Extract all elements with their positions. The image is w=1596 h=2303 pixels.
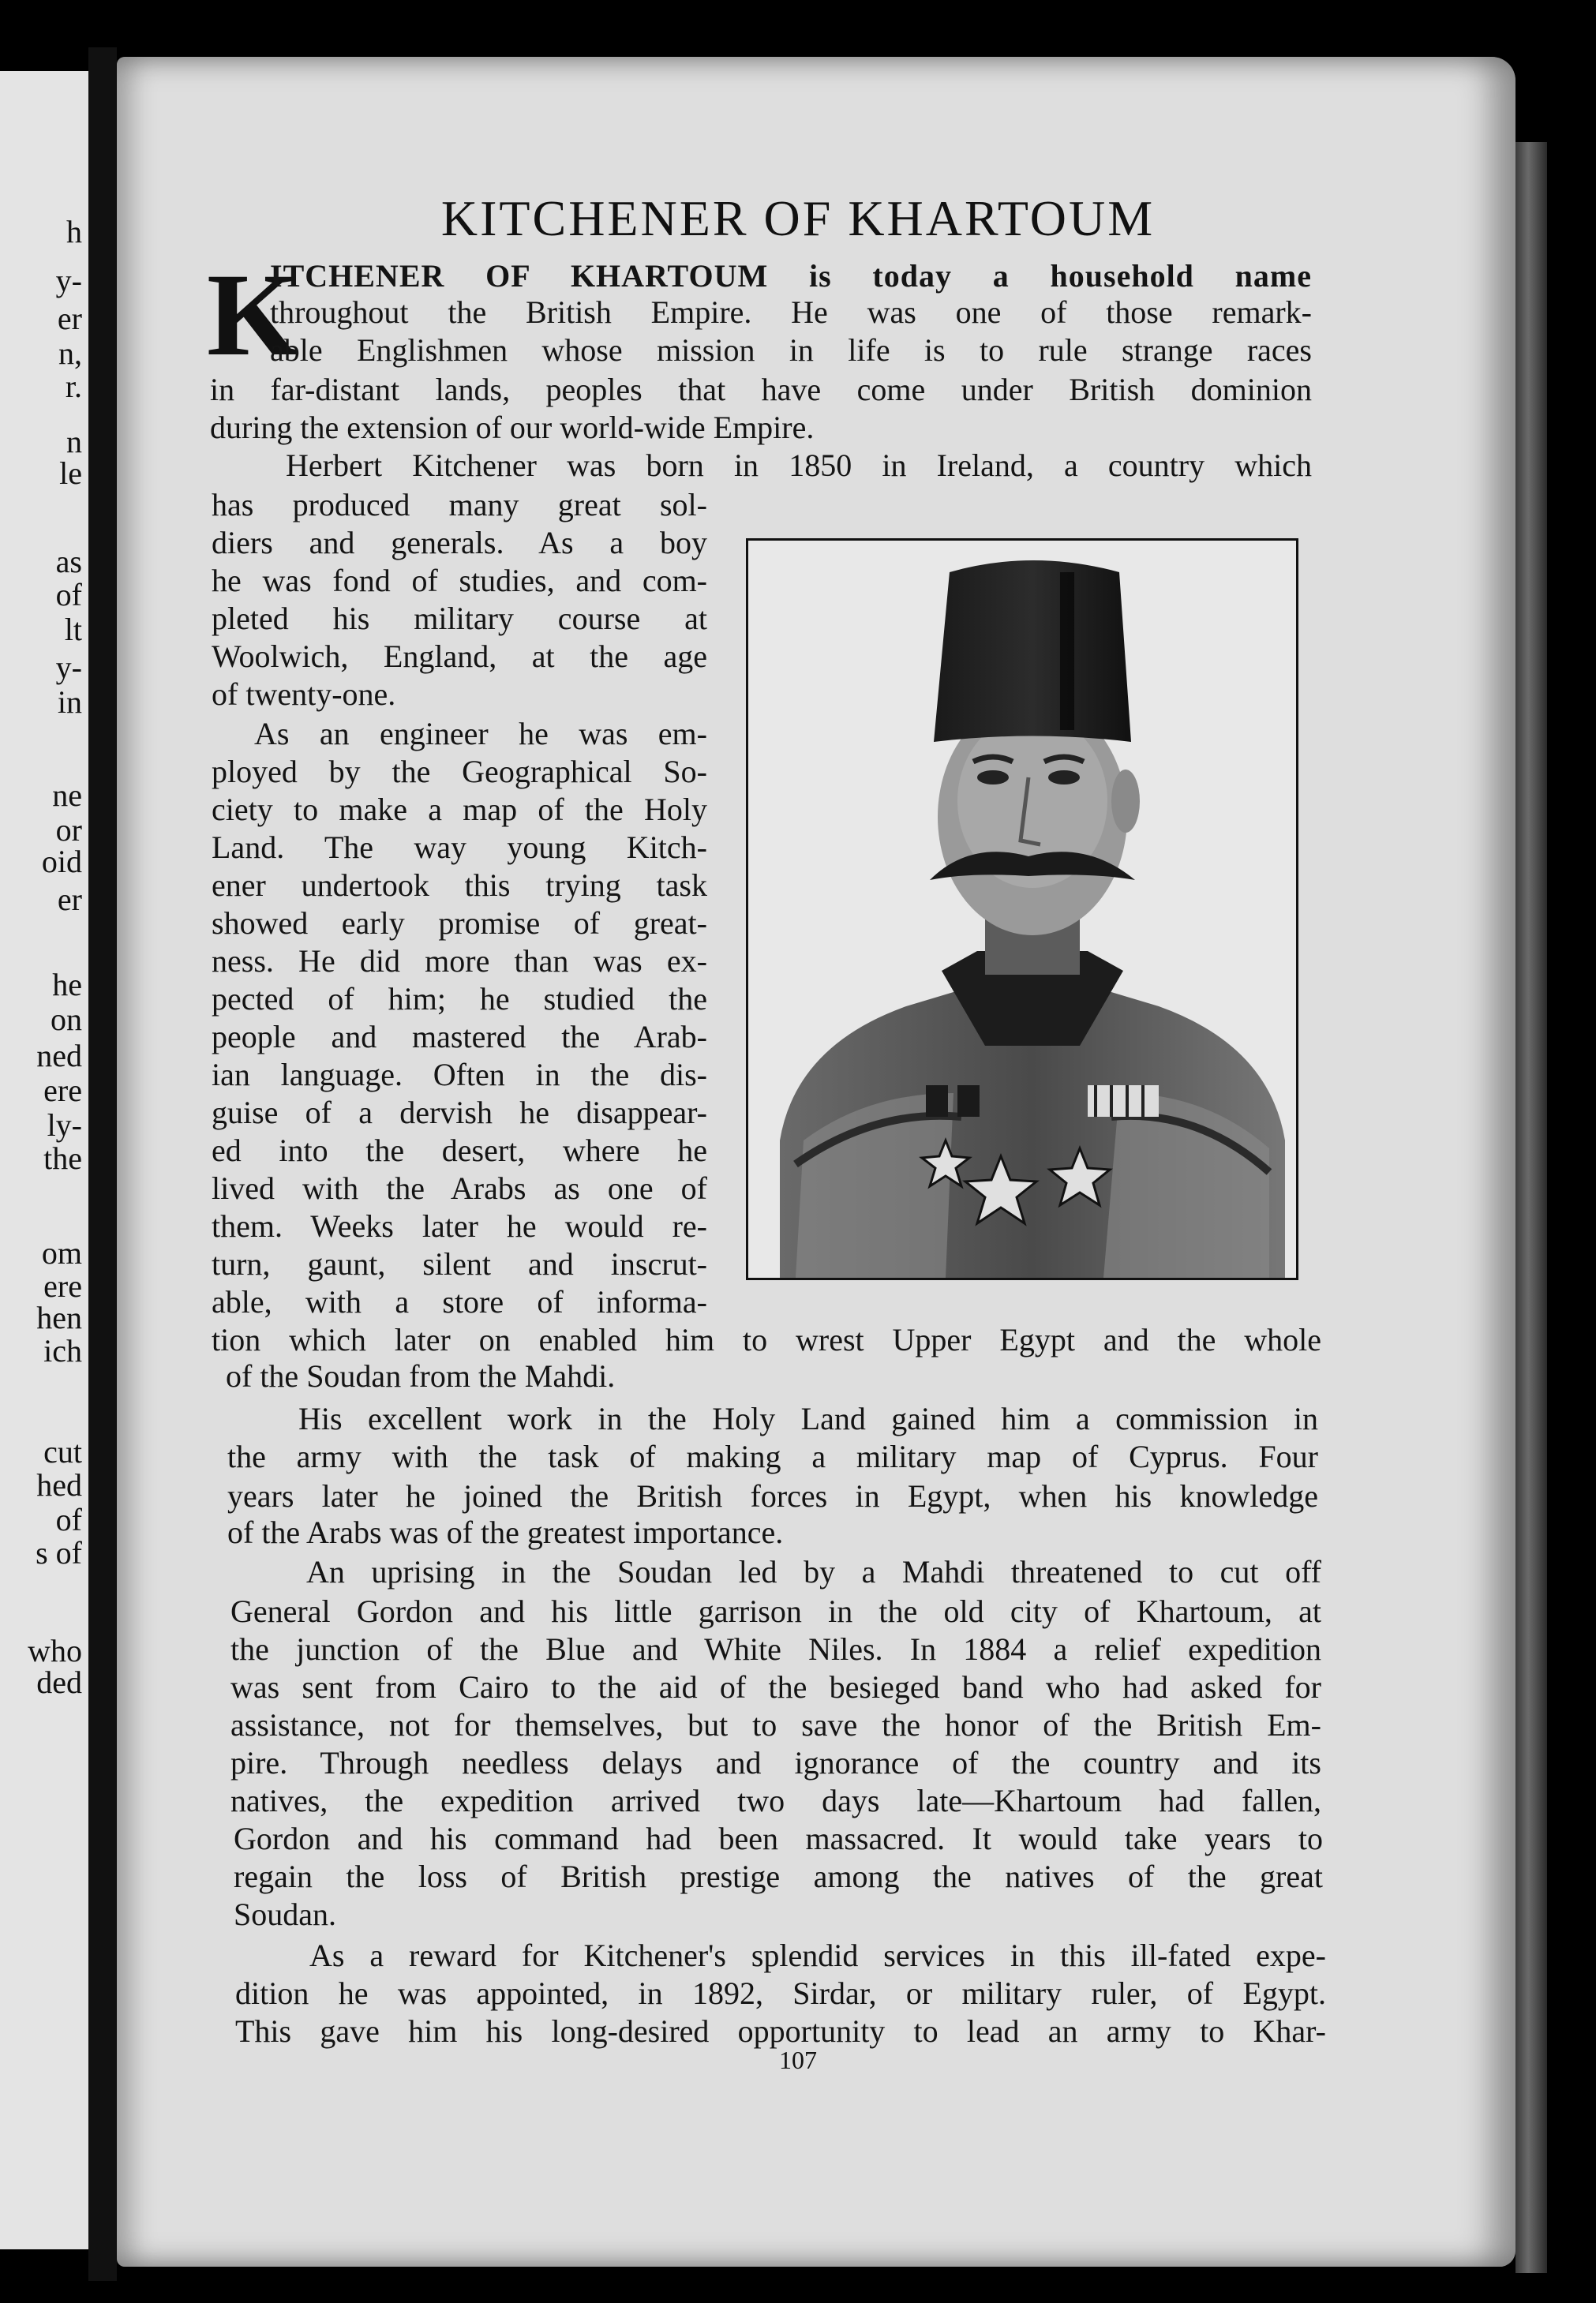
text-line: Soudan. xyxy=(234,1897,336,1932)
text-line: of twenty-one. xyxy=(212,676,396,712)
text-line: As a reward for Kitchener's splendid services in this ill-fated expe- xyxy=(309,1940,1326,1973)
text-line: pected of him; he studied the xyxy=(212,983,707,1017)
text-line: of the Soudan from the Mahdi. xyxy=(226,1358,616,1394)
text-line: This gave him his long-desired opportunity to lead an army to Khar- xyxy=(235,2016,1326,2049)
facing-page-fragment: ich xyxy=(43,1333,82,1369)
facing-page-fragment: ded xyxy=(36,1665,82,1700)
facing-page-fragment: as xyxy=(55,544,82,579)
text-line: As an engineer he was em- xyxy=(254,718,707,751)
text-line: years later he joined the British forces in Egypt, when his knowledge xyxy=(227,1481,1318,1514)
page-number: 107 xyxy=(779,2046,817,2074)
facing-page-fragment: y- xyxy=(55,263,82,298)
facing-page-fragment: er xyxy=(57,882,82,917)
text-line: turn, gaunt, silent and inscrut- xyxy=(212,1249,707,1282)
facing-page-fragment: y- xyxy=(55,650,82,685)
facing-page-fragment: oid xyxy=(41,844,82,879)
text-line: Herbert Kitchener was born in 1850 in Ireland, a country which xyxy=(286,450,1312,483)
facing-page-fragment: hen xyxy=(36,1300,82,1335)
facing-page-fragment: on xyxy=(51,1002,82,1037)
facing-page-fragment: ly- xyxy=(47,1107,82,1143)
text-line: the junction of the Blue and White Niles. In 1884 a relief expedition xyxy=(230,1634,1321,1667)
text-line: Land. The way young Kitch- xyxy=(212,832,707,865)
text-line: ed into the desert, where he xyxy=(212,1135,707,1168)
text-line: pleted his military course at xyxy=(212,603,707,636)
text-line: guise of a dervish he disappear- xyxy=(212,1097,707,1130)
facing-page-fragment: or xyxy=(55,812,82,848)
facing-page-fragment: of xyxy=(55,1502,82,1537)
text-line: people and mastered the Arab- xyxy=(212,1021,707,1054)
text-line: dition he was appointed, in 1892, Sirdar, or military ruler, of Egypt. xyxy=(235,1978,1326,2011)
text-line: ener undertook this trying task xyxy=(212,870,707,903)
facing-page-fragment: om xyxy=(41,1235,82,1271)
book-gutter xyxy=(88,47,117,2281)
drop-cap: K xyxy=(207,249,299,380)
text-line: showed early promise of great- xyxy=(212,908,707,941)
text-line: ciety to make a map of the Holy xyxy=(212,794,707,827)
text-line: diers and generals. As a boy xyxy=(212,527,707,560)
text-line: regain the loss of British prestige among the natives of the great xyxy=(234,1861,1323,1894)
facing-page-fragment: ne xyxy=(52,777,82,813)
text-line: An uprising in the Soudan led by a Mahdi threatened to cut off xyxy=(306,1556,1321,1590)
facing-page-fragment: who xyxy=(28,1633,82,1668)
facing-page-fragment: ere xyxy=(43,1073,82,1108)
text-line: throughout the British Empire. He was one of those remark- xyxy=(270,297,1312,330)
text-line: ian language. Often in the dis- xyxy=(212,1059,707,1092)
text-line: ITCHENER OF KHARTOUM is today a household name xyxy=(270,260,1312,294)
facing-page-fragment: of xyxy=(55,577,82,612)
text-line: tion which later on enabled him to wrest Upper Egypt and the whole xyxy=(212,1324,1321,1357)
text-line: His excellent work in the Holy Land gained him a commission in xyxy=(298,1403,1318,1436)
facing-page-fragment: r. xyxy=(65,369,82,404)
text-line: lived with the Arabs as one of xyxy=(212,1173,707,1206)
text-line: has produced many great sol- xyxy=(212,489,707,522)
facing-page-fragment: hed xyxy=(36,1467,82,1503)
article-title: KITCHENER OF KHARTOUM xyxy=(440,190,1156,246)
text-line: able Englishmen whose mission in life is to rule strange races xyxy=(270,335,1312,368)
portrait-image xyxy=(746,538,1298,1280)
facing-page-fragment: ere xyxy=(43,1268,82,1304)
facing-page-fragment: he xyxy=(52,967,82,1002)
facing-page-fragment: h xyxy=(66,214,82,249)
text-line: able, with a store of informa- xyxy=(212,1286,707,1320)
facing-page-fragment: ned xyxy=(36,1038,82,1073)
facing-page-fragment: lt xyxy=(64,612,82,647)
facing-page-fragment: s of xyxy=(36,1535,82,1571)
text-line: he was fond of studies, and com- xyxy=(212,565,707,598)
text-line: was sent from Cairo to the aid of the besieged band who had asked for xyxy=(230,1672,1321,1705)
facing-page-fragment: in xyxy=(57,684,82,720)
text-line: them. Weeks later he would re- xyxy=(212,1211,707,1244)
facing-page xyxy=(0,71,88,2249)
text-line: ployed by the Geographical So- xyxy=(212,756,707,789)
facing-page-fragment: le xyxy=(59,455,82,491)
text-line: natives, the expedition arrived two days late—Khartoum had fallen, xyxy=(230,1785,1321,1818)
text-line: of the Arabs was of the greatest importance. xyxy=(227,1515,784,1550)
text-line: during the extension of our world-wide Empire. xyxy=(210,410,815,445)
text-line: ness. He did more than was ex- xyxy=(212,946,707,979)
text-line: in far-distant lands, peoples that have come under British dominion xyxy=(210,374,1312,407)
facing-page-fragment: n, xyxy=(58,335,82,371)
text-line: pire. Through needless delays and ignorance of the country and its xyxy=(230,1747,1321,1781)
facing-page-fragment: the xyxy=(43,1140,82,1176)
facing-page-fragment: n xyxy=(66,424,82,459)
facing-page-fragment: er xyxy=(57,301,82,336)
text-line: Woolwich, England, at the age xyxy=(212,641,707,674)
portrait-illustration xyxy=(748,541,1296,1278)
facing-page-fragment: cut xyxy=(43,1434,82,1470)
text-line: assistance, not for themselves, but to save the honor of the British Em- xyxy=(230,1709,1321,1743)
text-line: Gordon and his command had been massacred. It would take years to xyxy=(234,1823,1323,1856)
text-line: the army with the task of making a military map of Cyprus. Four xyxy=(227,1441,1318,1474)
page-stack-edge xyxy=(1515,142,1547,2273)
text-line: General Gordon and his little garrison in the old city of Khartoum, at xyxy=(230,1596,1321,1629)
